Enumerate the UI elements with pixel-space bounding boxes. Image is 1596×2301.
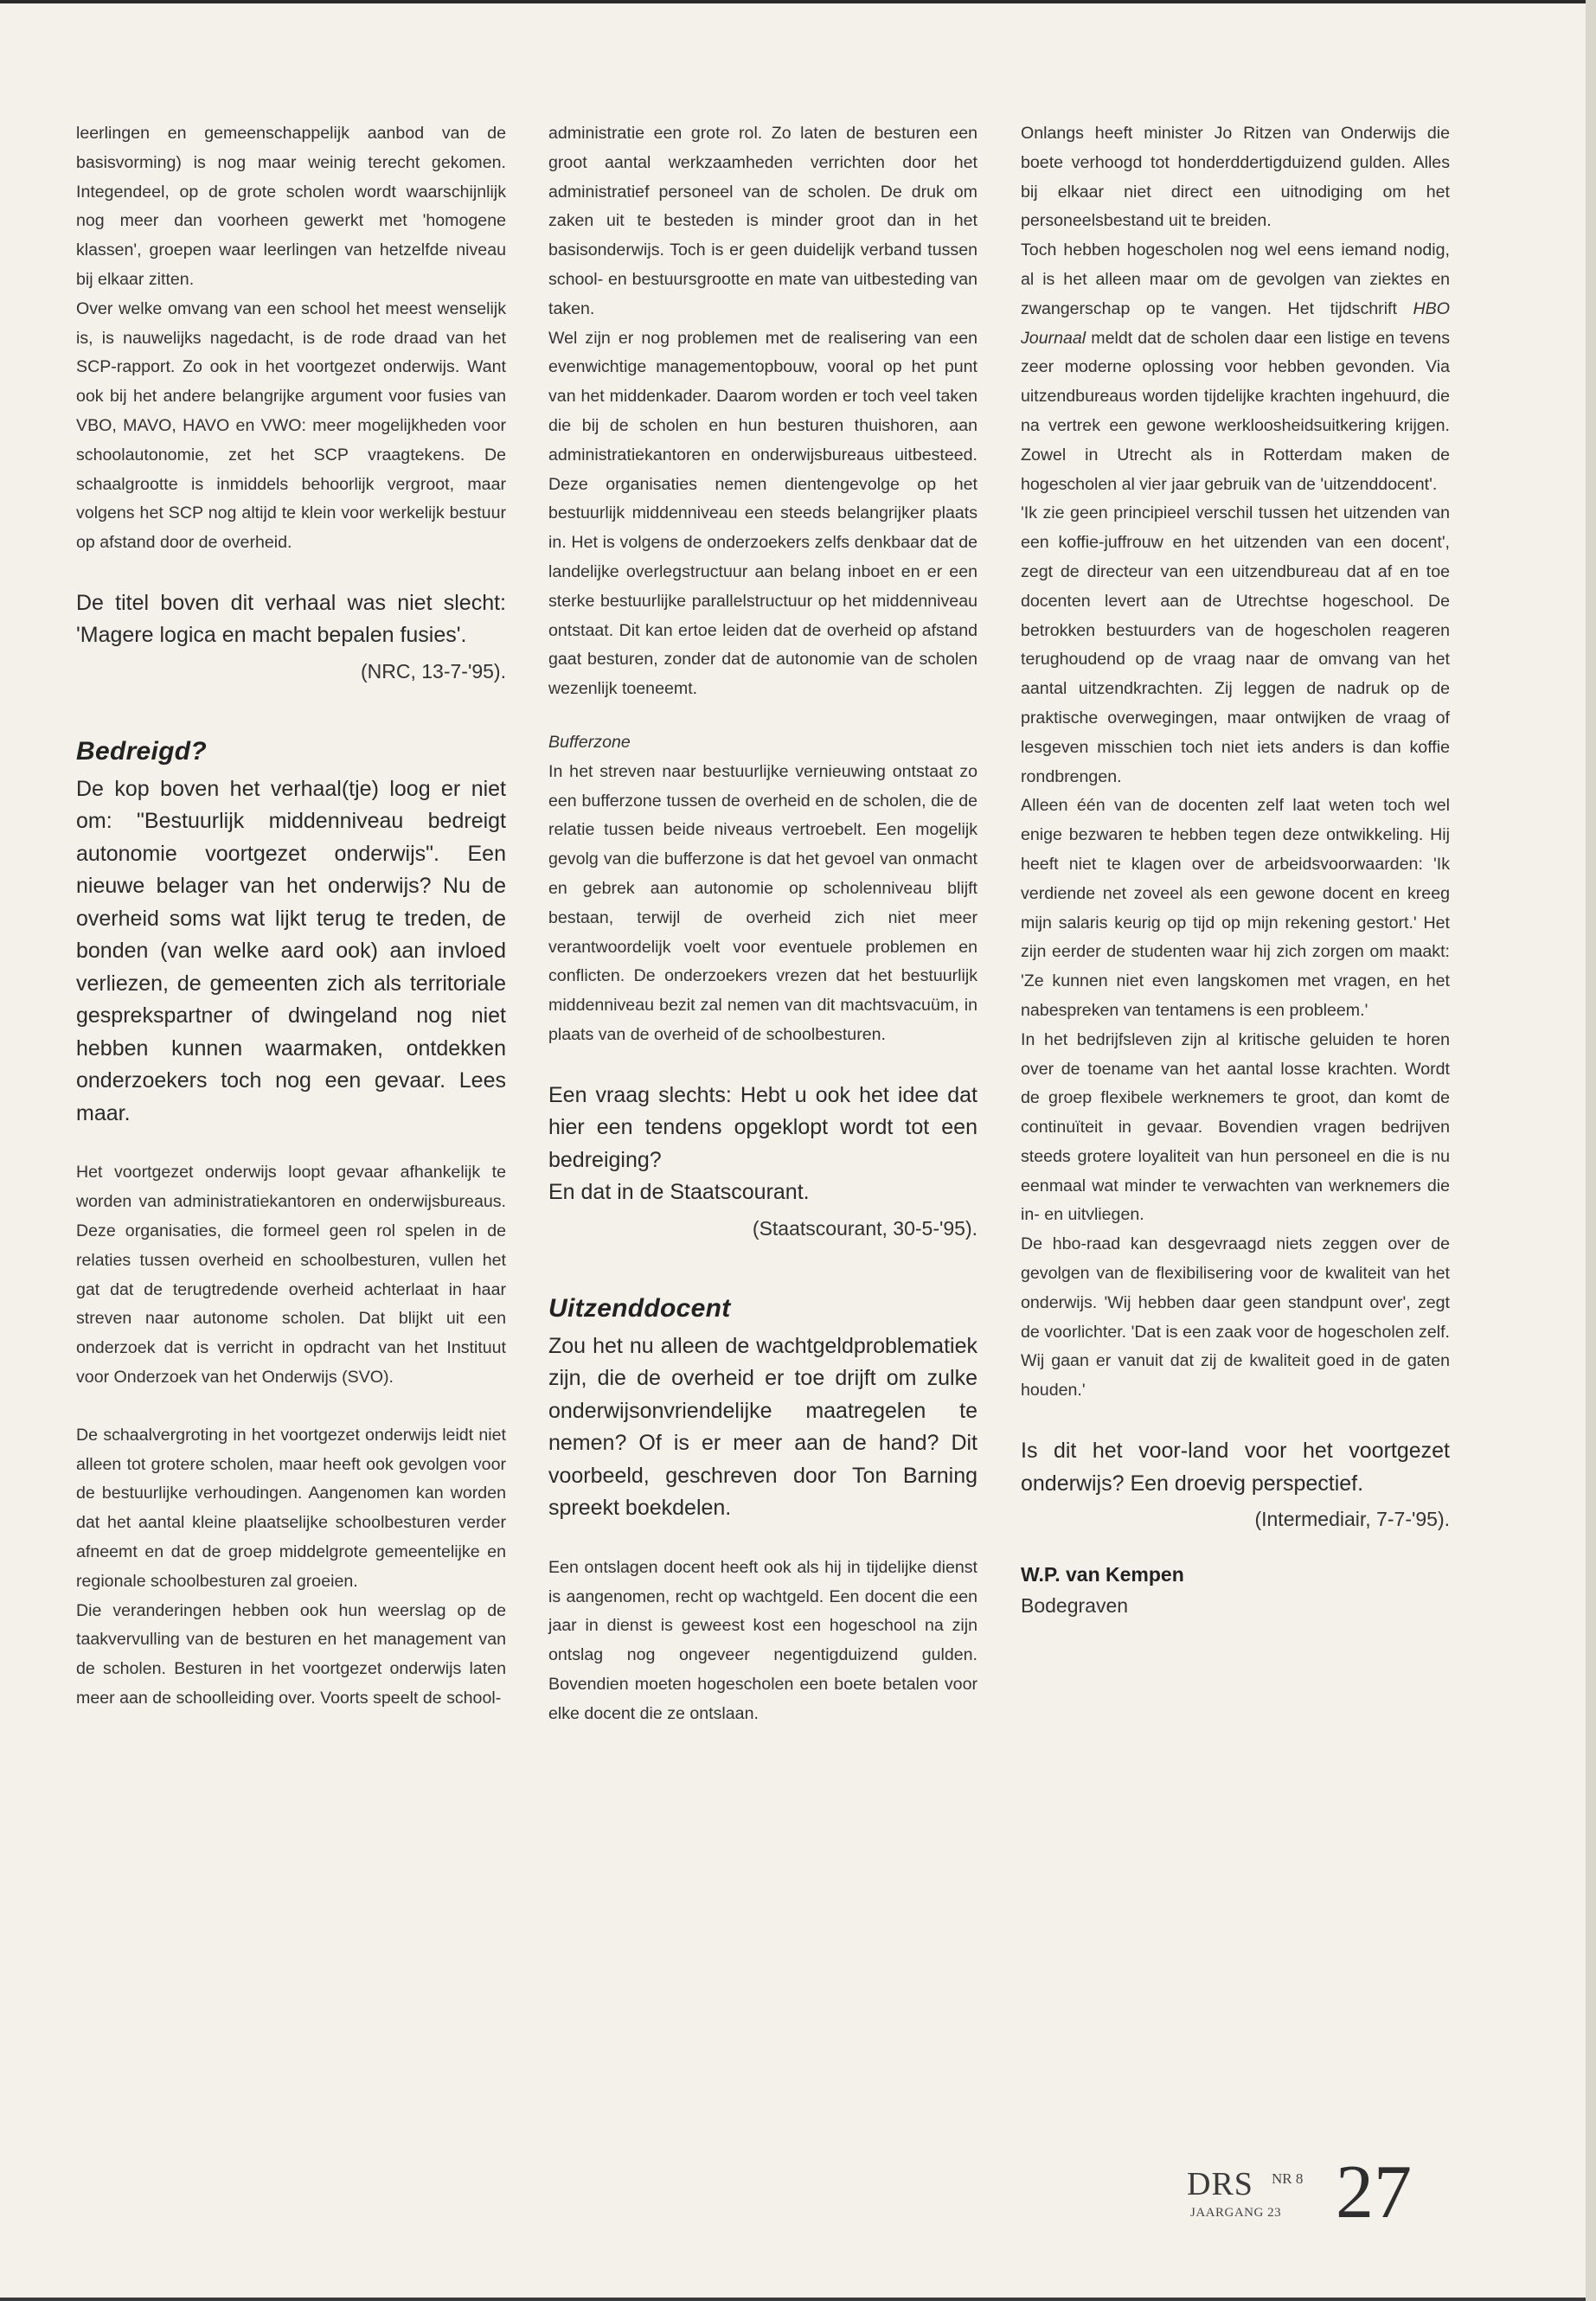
subheading: Bufferzone — [548, 732, 631, 752]
paragraph — [1021, 236, 1450, 499]
paragraph: Alleen één van de docenten zelf laat weten toch wel enige bezwaren te hebben tegen deze ontwikkeling. Hij heeft niet te klagen over de arbeidsvoorwaarden: 'Ik verdiende net zoveel als een gewone docent en kreeg mijn salaris keurig op tijd op mijn rekening gestort.' Het zijn eerder de studenten waar hij zich zorgen om maakt: 'Ze kunnen niet even langskomen met vragen, en het nabespreken van tentamens is een probleem.' — [1021, 796, 1450, 1020]
paragraph: 'Ik zie geen principieel verschil tussen het uitzenden van een koffie-juffrouw en het uitzenden van een docent', zegt de directeur van een uitzendbureau dat af en toe docenten levert aan de Utrechtse hogeschool. De betrokken bestuurders van de hogescholen reageren terughoudend op de vraag naar de omvang van het aantal uitzendkrachten. Zij leggen de nadruk op de praktische overwegingen, maar ontwijken de vraag of lesgeven misschien toch niet iets anders is dan koffie rondbrengen. — [1021, 503, 1450, 786]
commentary-text: Een vraag slechts: Hebt u ook het idee dat hier een tendens opgeklopt wordt tot een bedreiging? — [548, 1082, 977, 1172]
commentary-text: De titel boven dit verhaal was niet slecht: 'Magere logica en macht bepalen fusies'. — [76, 590, 506, 648]
paragraph: De hbo-raad kan desgevraagd niets zeggen over de gevolgen van de flexibilisering voor de kwaliteit van het onderwijs. 'Wij hebben daar geen standpunt over', zegt de voorlichter. 'Dat is een zaak voor de hogescholen zelf. Wij gaan er vanuit dat zij de kwaliteit goed in de gaten houden.' — [1021, 1234, 1450, 1400]
commentary-text: En dat in de Staatscourant. — [548, 1180, 810, 1205]
section-heading: Uitzenddocent — [548, 1293, 731, 1323]
commentary-text: De kop boven het verhaal(tje) loog er niet om: "Bestuurlijk middenniveau bedreigt autonomie voortgezet onderwijs". Een nieuwe belager van het onderwijs? Nu de overheid soms wat lijkt terug te treden, de bonden (van welke aard ook) aan invloed verliezen, de gemeenten zich als territoriale gesprekspartner of dwingeland nog niet hebben kunnen waarmaken, ontdekken onderzoekers toch nog een gevaar. Lees maar. — [76, 776, 506, 1125]
paragraph: In het bedrijfsleven zijn al kritische geluiden te horen over de toename van het aantal losse krachten. Wordt de groep flexibele werknemers te groot, dan komt de continuïteit in gevaar. Bovendien vragen bedrijven steeds grotere loyaliteit van hun personeel en die is nu eenmaal wat minder te verwachten van werknemers die in- en uitvliegen. — [1021, 1029, 1450, 1225]
commentary-text: Is dit het voor-land voor het voortgezet onderwijs? Een droevig perspectief. — [1021, 1439, 1450, 1496]
commentary-text: Zou het nu alleen de wachtgeldproblematiek zijn, die de overheid er toe drijft om zulke onderwijsonvriendelijke maatregelen te nemen? Of is er meer aan de hand? Dit voorbeeld, geschreven door Ton Barning spreekt boekdelen. — [548, 1333, 977, 1521]
paragraph-text: meldt dat de scholen daar een listige en tevens zeer moderne oplossing voor hebben gevonden. Via uitzendbureaus worden tijdelijke krachten ingehuurd, die na vertrek een gewone werkloosheidsuitkering krijgen. Zowel in Utrecht als in Rotterdam maken de hogescholen al vier jaar gebruik van de 'uitzenddocent'. — [1021, 328, 1450, 494]
author-name: W.P. van Kempen — [1021, 1563, 1184, 1586]
paragraph: Die veranderingen hebben ook hun weerslag op de taakvervulling van de besturen en het management van de scholen. Besturen in het voortgezet onderwijs laten meer aan de schoolleiding over. Voorts speelt de school- — [76, 1600, 506, 1708]
column-middle — [548, 119, 977, 1728]
paragraph: Over welke omvang van een school het meest wenselijk is, is nauwelijks nagedacht, is de rode draad van het SCP-rapport. Zo ook in het voortgezet onderwijs. Want ook bij het andere belangrijke argument voor fusies van VBO, MAVO, HAVO en VWO: meer mogelijkheden voor schoolautonomie, zet het SCP vraagtekens. De schaalgrootte is inmiddels behoorlijk vergroot, maar volgens het SCP nog altijd te klein voor werkelijk bestuur op afstand door de overheid. — [76, 298, 506, 553]
source-citation: (Intermediair, 7-7-'95). — [1254, 1508, 1450, 1531]
volume-label: JAARGANG 23 — [1190, 2206, 1282, 2220]
issue-number: NR 8 — [1272, 2170, 1304, 2187]
section-heading: Bedreigd? — [76, 736, 208, 766]
page-footer — [1187, 2150, 1464, 2245]
magazine-name: DRS — [1187, 2166, 1253, 2202]
paragraph: Het voortgezet onderwijs loopt gevaar afhankelijk te worden van administratiekantoren en onderwijsbureaus. Deze organisaties, die formeel geen rol spelen in de relaties tussen overheid en schoolbesturen, vullen het gat dat de terugtredende overheid achterlaat in haar streven naar autonome scholen. Dat blijkt uit een onderzoek dat is verricht in opdracht van het Instituut voor Onderzoek van het Onderwijs (SVO). — [76, 1163, 506, 1388]
column-left — [76, 119, 506, 1714]
author-location: Bodegraven — [1021, 1594, 1129, 1618]
paragraph: leerlingen en gemeenschappelijk aanbod van de basisvorming) is nog maar weinig terecht gekomen. Integendeel, op de grote scholen wordt waarschijnlijk nog meer dan voorheen gewerkt met 'homogene klassen', groepen waar leerlingen van hetzelfde niveau bij elkaar zitten. — [76, 124, 506, 289]
paragraph: In het streven naar bestuurlijke vernieuwing ontstaat zo een bufferzone tussen de overheid en de scholen, die de relatie tussen beide niveaus vertroebelt. Een mogelijk gevolg van die bufferzone is dat het gevoel van onmacht en gebrek aan autonomie op scholenniveau blijft bestaan, terwijl de overheid zich niet meer verantwoordelijk voelt voor eventuele problemen en conflicten. De onderzoekers vrezen dat het bestuurlijk middenniveau bezit zal nemen van dit machtsvacuüm, in plaats van de overheid of de schoolbesturen. — [548, 761, 977, 1044]
page-fold-shadow — [1586, 0, 1596, 2301]
paragraph: De schaalvergroting in het voortgezet onderwijs leidt niet alleen tot grotere scholen, maar heeft ook gevolgen voor de bestuurlijke verhoudingen. Aangenomen kan worden dat het aantal kleine plaatselijke schoolbesturen verder afneemt en dat de groep middelgrote gemeentelijke en regionale schoolbesturen zal groeien. — [76, 1425, 506, 1591]
paragraph: Een ontslagen docent heeft ook als hij in tijdelijke dienst is aangenomen, recht op wachtgeld. Een docent die een jaar in dienst is geweest kost een hogeschool na zijn ontslag nog ongeveer negentigduizend gulden. Bovendien moeten hogescholen een boete betalen voor elke docent die ze ontslaan. — [548, 1557, 977, 1723]
source-citation: (NRC, 13-7-'95). — [361, 659, 506, 683]
paragraph: Wel zijn er nog problemen met de realisering van een evenwichtige managementopbouw, vooral op het punt van het middenkader. Daarom worden er toch veel taken die bij de scholen en hun besturen thuishoren, aan administratiekantoren en onderwijsbureaus uitbesteed. Deze organisaties nemen dientengevolge op het bestuurlijk middenniveau een steeds belangrijker plaats in. Het is volgens de onderzoekers zelfs denkbaar dat de landelijke overlegstructuur aan belang inboet en er een sterke bestuurlijke parallelstructuur op het middenniveau ontstaat. Dit kan ertoe leiden dat de overheid op afstand gaat besturen, zonder dat de autonomie van de scholen wezenlijk toeneemt. — [548, 328, 977, 699]
paragraph: Onlangs heeft minister Jo Ritzen van Onderwijs die boete verhoogd tot honderddertigduizend gulden. Alles bij elkaar niet direct een uitnodiging om het personeelsbestand uit te breiden. — [1021, 124, 1450, 231]
paragraph: administratie een grote rol. Zo laten de besturen een groot aantal werkzaamheden verrichten door het administratief personeel van de scholen. De druk om zaken uit te besteden is minder groot dan in het basisonderwijs. Toch is er geen duidelijk verband tussen school- en bestuursgrootte en mate van uitbesteding van taken. — [548, 124, 977, 318]
paragraph-text: Toch hebben hogescholen nog wel eens iemand nodig, al is het alleen maar om de gevolgen van ziektes en zwangerschap op te vangen. Het tijdschrift — [1021, 240, 1450, 318]
page-number: 27 — [1336, 2150, 1412, 2234]
journal-title: HBO Journaal — [1021, 298, 1450, 348]
source-citation: (Staatscourant, 30-5-'95). — [752, 1216, 977, 1240]
column-right — [1021, 119, 1450, 1621]
